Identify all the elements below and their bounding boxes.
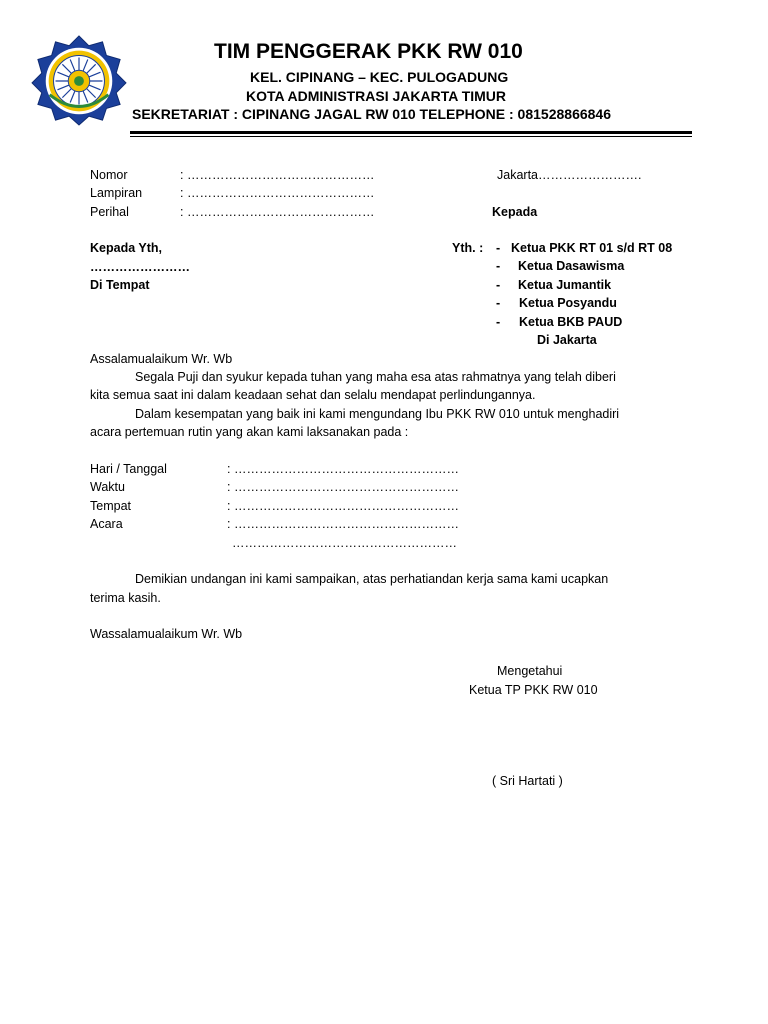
recipient-item: Ketua Dasawisma bbox=[518, 259, 625, 273]
letterhead-divider-thick bbox=[130, 131, 692, 134]
recipient-item: Ketua BKB PAUD bbox=[519, 315, 623, 329]
perihal-value: : ……………………………………… bbox=[180, 205, 375, 219]
letter-date: Jakarta……………………. bbox=[497, 168, 642, 182]
addressee-yth: Kepada Yth, bbox=[90, 241, 163, 255]
addressee-dots: …………………… bbox=[90, 260, 190, 274]
recipient-item: Ketua PKK RT 01 s/d RT 08 bbox=[511, 241, 673, 255]
signature-title: Ketua TP PKK RW 010 bbox=[469, 683, 598, 697]
tempat-value: : ……………………………………………… bbox=[227, 499, 459, 513]
letterhead-title: TIM PENGGERAK PKK RW 010 bbox=[214, 40, 523, 63]
recipient-item: Ketua Posyandu bbox=[519, 296, 617, 310]
lampiran-value: : ……………………………………… bbox=[180, 186, 375, 200]
waktu-label: Waktu bbox=[90, 480, 125, 494]
lampiran-label: Lampiran bbox=[90, 186, 143, 200]
signature-mengetahui: Mengetahui bbox=[497, 664, 563, 678]
pkk-emblem-icon bbox=[30, 34, 128, 126]
closing-line-2: terima kasih. bbox=[90, 591, 161, 605]
tempat-label: Tempat bbox=[90, 499, 131, 513]
recipient-dash: - bbox=[496, 241, 501, 255]
recipient-dash: - bbox=[496, 278, 501, 292]
waktu-value: : ……………………………………………… bbox=[227, 480, 459, 494]
recipient-item: Ketua Jumantik bbox=[518, 278, 612, 292]
hari-label: Hari / Tanggal bbox=[90, 462, 167, 476]
recipient-yth: Yth. : bbox=[452, 241, 484, 255]
acara-label: Acara bbox=[90, 517, 123, 531]
acara-extra-value: ……………………………………………… bbox=[232, 536, 457, 550]
paragraph-2-line-2: acara pertemuan rutin yang akan kami laksanakan pada : bbox=[90, 425, 409, 439]
nomor-label: Nomor bbox=[90, 168, 128, 182]
addressee-place: Di Tempat bbox=[90, 278, 150, 292]
paragraph-2-line-1: Dalam kesempatan yang baik ini kami mengundang Ibu PKK RW 010 untuk menghadiri bbox=[135, 407, 620, 421]
greeting: Assalamualaikum Wr. Wb bbox=[90, 352, 233, 366]
farewell: Wassalamualaikum Wr. Wb bbox=[90, 627, 243, 641]
nomor-value: : ……………………………………… bbox=[180, 168, 375, 182]
kepada-heading: Kepada bbox=[492, 205, 538, 219]
recipient-dash: - bbox=[496, 315, 501, 329]
recipient-dash: - bbox=[496, 296, 501, 310]
letterhead-kelurahan: KEL. CIPINANG – KEC. PULOGADUNG bbox=[250, 69, 509, 85]
paragraph-1-line-1: Segala Puji dan syukur kepada tuhan yang maha esa atas rahmatnya yang telah diberi bbox=[135, 370, 616, 384]
signature-name: ( Sri Hartati ) bbox=[492, 774, 563, 788]
letterhead-kota: KOTA ADMINISTRASI JAKARTA TIMUR bbox=[246, 88, 507, 104]
letterhead-divider-thin bbox=[130, 136, 692, 137]
closing-line-1: Demikian undangan ini kami sampaikan, atas perhatiandan kerja sama kami ucapkan bbox=[135, 572, 609, 586]
paragraph-1-line-2: kita semua saat ini dalam keadaan sehat dan selalu mendapat perlindungannya. bbox=[90, 388, 536, 402]
hari-value: : ……………………………………………… bbox=[227, 462, 459, 476]
recipient-closing: Di Jakarta bbox=[537, 333, 597, 347]
recipient-dash: - bbox=[496, 259, 501, 273]
perihal-label: Perihal bbox=[90, 205, 129, 219]
acara-value: : ……………………………………………… bbox=[227, 517, 459, 531]
letterhead-sekretariat: SEKRETARIAT : CIPINANG JAGAL RW 010 TELEPHONE : 081528866846 bbox=[132, 106, 611, 122]
